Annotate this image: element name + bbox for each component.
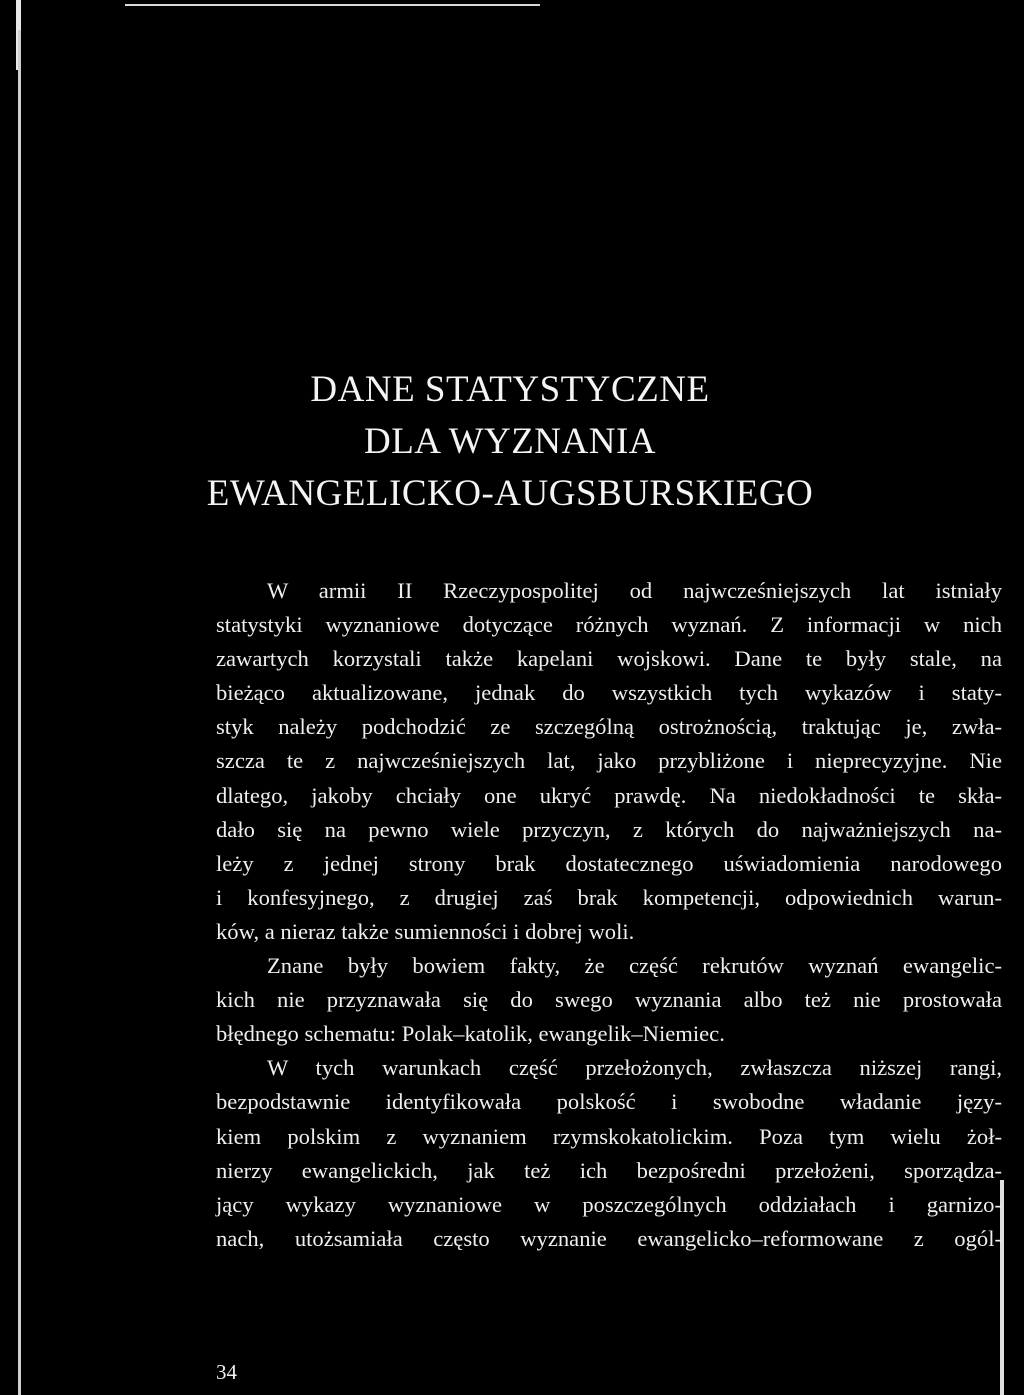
body-text <box>216 574 1002 1256</box>
text-line: i konfesyjnego, z drugiej zaś brak kompetencji, odpowiednich warun- <box>216 884 1002 910</box>
chapter-title-line-1: DANE STATYSTYCZNE <box>310 369 710 410</box>
text-line: nach, utożsamiała często wyznanie ewangelicko–reformowane z ogól- <box>216 1225 1002 1251</box>
text-line: nierzy ewangelickich, jak też ich bezpośredni przełożeni, sporządza- <box>216 1157 1002 1183</box>
text-line: błędnego schematu: Polak–katolik, ewangelik–Niemiec. <box>216 1021 725 1047</box>
text-line: leży z jednej strony brak dostatecznego uświadomienia narodowego <box>216 850 1002 876</box>
text-line: statystyki wyznaniowe dotyczące różnych wyznań. Z informacji w nich <box>216 612 1002 638</box>
text-line: bezpodstawnie identyfikowała polskość i swobodne władanie języ- <box>216 1089 1002 1115</box>
text-line: kiem polskim z wyznaniem rzymskokatolickim. Poza tym wielu żoł- <box>216 1123 1002 1149</box>
text-line: kich nie przyznawała się do swego wyznania albo też nie prostowała <box>216 987 1002 1013</box>
chapter-title-line-2: DLA WYZNANIA <box>363 421 657 462</box>
chapter-title <box>200 364 820 520</box>
text-line: bieżąco aktualizowane, jednak do wszystkich tych wykazów i staty- <box>216 680 1002 706</box>
text-line: ków, a nieraz także sumienności i dobrej woli. <box>216 918 635 944</box>
text-line: W tych warunkach część przełożonych, zwłaszcza niższej rangi, <box>267 1055 1002 1081</box>
text-line: styk należy podchodzić ze szczególną ostrożnością, traktując je, zwła- <box>216 714 1002 740</box>
text-line: jący wykazy wyznaniowe w poszczególnych oddziałach i garnizo- <box>216 1191 1002 1217</box>
text-line: dlatego, jakoby chciały one ukryć prawdę. Na niedokładności te skła- <box>216 782 1002 808</box>
page-number: 34 <box>216 1360 237 1384</box>
scan-edge-top <box>125 4 540 6</box>
chapter-title-line-3: EWANGELICKO-AUGSBURSKIEGO <box>206 473 814 514</box>
text-line: zawartych korzystali także kapelani wojskowi. Dane te były stale, na <box>216 646 1002 672</box>
text-line: W armii II Rzeczypospolitej od najwcześniejszych lat istniały <box>267 578 1002 603</box>
text-line: szcza te z najwcześniejszych lat, jako przybliżone i nieprecyzyjne. Nie <box>216 748 1002 774</box>
scan-edge-left <box>18 30 21 1395</box>
text-line: dało się na pewno wiele przyczyn, z których do najważniejszych na- <box>216 816 1002 842</box>
text-line: Znane były bowiem fakty, że część rekrutów wyznań ewangelic- <box>267 953 1002 979</box>
